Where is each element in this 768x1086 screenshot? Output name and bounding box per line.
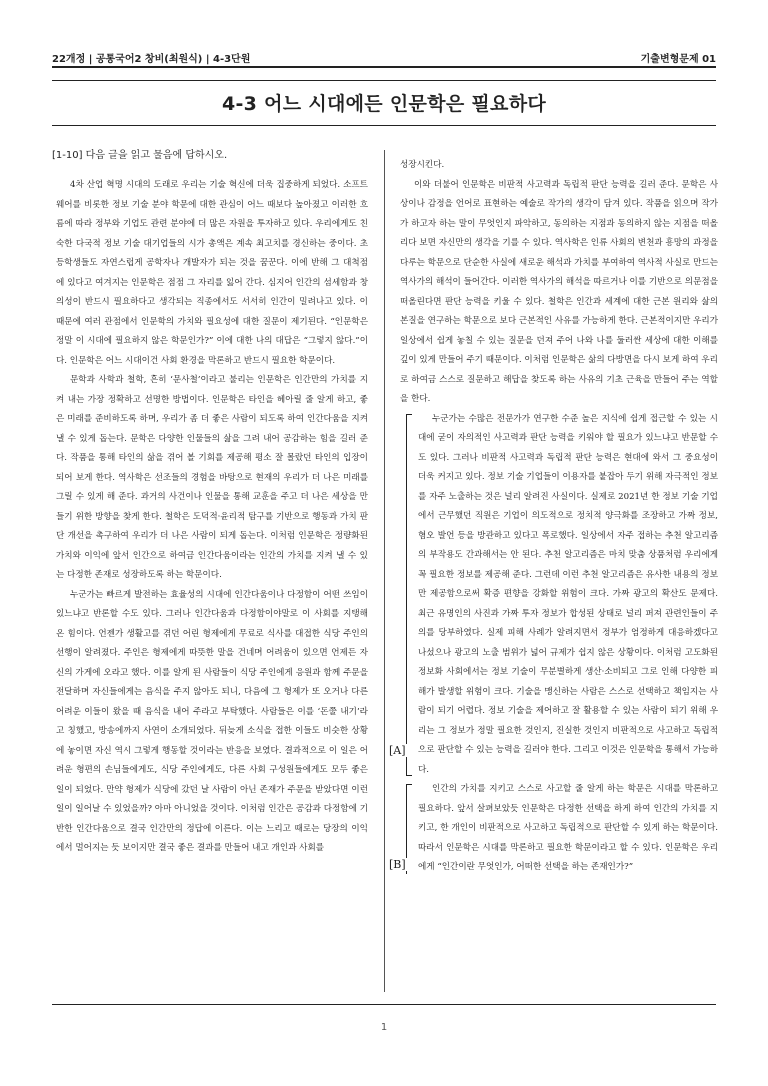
bracket-top bbox=[406, 784, 412, 785]
bracket-bottom bbox=[406, 775, 412, 776]
paragraph: 누군가는 수많은 전문가가 연구한 수준 높은 지식에 쉽게 접근할 수 있는 시대에 굳이 자의적인 사고력과 판단 능력을 키워야 할 필요가 있느냐고 반문할 수도 있다. 그러나 비판적 사고력과 독립적 판단 능력은 현대에 와서 그 중요성이 더욱 커지고 있다. 정보 기술 기업들이 이용자를 붙잡아 두기 위해 자극적인 정보를 자주 노출하는 것은 널리 알려진 사실이다. 실제로 2021년 한 정보 기술 기업에서 근무했던 직원은 기업이 의도적으로 정치적 양극화를 조장하고 가짜 정보, 혐오 발언 등을 방관하고 있다고 폭로했다. 일상에서 자주 접하는 추천 알고리즘의 부작용도 간과해서는 안 된다. 추천 알고리즘은 마치 맞춤 상품처럼 우리에게 꼭 필요한 정보를 제공해 준다. 그런데 이런 추천 알고리즘은 유사한 내용의 정보만 제공함으로써 확증 편향을 강화할 위험이 크다. 가짜 광고의 확산도 문제다. 최근 유명인의 사진과 가짜 투자 정보가 합성된 상태로 널리 퍼져 관련인들이 주의를 당부하였다. 실제 피해 사례가 알려지면서 정부가 엄정하게 대응하겠다고 나섰으나 광고의 노출 범위가 넓어 규제가 쉽지 않은 상황이다. 이처럼 고도화된 정보화 사회에서는 정보 기술이 무분별하게 생산·소비되고 그로 인해 다양한 피해가 발생할 위험이 크다. 기술을 맹신하는 사람은 스스로 선택하고 책임지는 사람이 되기 어렵다. 정보 기술을 제어하고 잘 활용할 수 있는 사람이 되기 위해 우리는 그 정보가 정말 필요한 것인지, 진실한 것인지 비판적으로 사고하고 독립적으로 판단할 수 있는 능력을 길러야 한다. 그리고 이것은 인문학을 통해서 가능하다. bbox=[418, 413, 718, 775]
column-divider bbox=[384, 150, 385, 992]
page-number: 1 bbox=[380, 1022, 388, 1033]
bracket-section-b bbox=[389, 780, 718, 878]
header-course-info: 22개정 | 공통국어2 창비(최원식) | 4-3단원 bbox=[52, 54, 251, 65]
paragraph: 인간의 가치를 지키고 스스로 사고할 줄 알게 하는 학문은 시대를 막론하고 필요하다. 앞서 살펴보았듯 인문학은 다정한 선택을 하게 하여 인간의 가치를 지키고, 한 개인이 비판적으로 사고하고 독립적으로 판단할 수 있게 하는 학문이다. 따라서 인문학은 시대를 막론하고 필요한 학문이라고 할 수 있다. 인문학은 우리에게 “인간이란 무엇인가, 어떠한 선택을 하는 존재인가?” bbox=[418, 784, 718, 872]
footer-rule bbox=[52, 1004, 716, 1005]
instruction: [1-10] 다음 글을 읽고 물음에 답하시오. bbox=[52, 150, 228, 161]
bracket-label-b: [B] bbox=[389, 858, 406, 871]
bracket-label-a: [A] bbox=[389, 743, 406, 757]
paragraph: 누군가는 빠르게 발전하는 효율성의 시대에 인간다움이나 다정함이 어떤 쓰임이 있느냐고 반론할 수도 있다. 그러나 인간다움과 다정함이야말로 이 사회를 지탱해 온 힘이다. 언젠가 생활고를 겪던 어린 형제에게 무료로 식사를 대접한 식당 주인의 선행이 알려졌다. 주인은 형제에게 따뜻한 말을 건네며 어려움이 있으면 언제든 자신의 가게에 오라고 했다. 이를 알게 된 사람들이 식당 주인에게 응원과 함께 주문을 전달하며 자신들에게는 음식을 주지 않아도 되니, 다음에 그 형제가 또 오거나 다른 어려운 이들이 왔을 때 음식을 내어 주라고 부탁했다. 사람들은 이를 ‘돈쭐 내기’라고 칭했고, 방송에까지 사연이 소개되었다. 뒤늦게 소식을 접한 이들도 비슷한 상황에 놓이면 자신 역시 그렇게 행동할 것이라는 반응을 보였다. 결과적으로 이 일은 어려운 형편의 손님들에게도, 식당 주인에게도, 다른 사회 구성원들에게도 모두 좋은 일이 되었다. 만약 형제가 식당에 갔던 날 사람이 아닌 존재가 주문을 받았다면 이런 일이 일어날 수 있었을까? 아마 아니었을 것이다. 이처럼 인간은 공감과 다정함에 기반한 인간다움으로 결국 인간만의 정답에 이른다. 이는 느리고 때로는 당장의 이익에서 멀어지는 듯 보이지만 결국 좋은 결과를 만들어 내고 개인과 사회를 bbox=[56, 589, 368, 853]
bracket-line bbox=[406, 414, 407, 777]
paragraph: 4차 산업 혁명 시대의 도래로 우리는 기술 혁신에 더욱 집중하게 되었다. 소프트웨어를 비롯한 정보 기술 분야 학문에 대한 관심이 어느 때보다 높아졌고 이러한 흐름에 따라 정부와 기업도 관련 분야에 더 많은 자원을 투자하고 있다. 우리에게도 친숙한 다국적 정보 기술 대기업들의 시가 총액은 계속 최고치를 경신하는 중이다. 초등학생들도 자연스럽게 공학자나 개발자가 되는 것을 꿈꾼다. 이에 반해 그 대척점에 있다고 여겨지는 인문학은 점점 그 자리를 잃어 간다. 심지어 인간의 섬세함과 창의성이 반드시 필요하다고 생각되는 직종에서도 서서히 인간이 밀려나고 있다. 이 때문에 여러 관점에서 인문학의 가치와 필요성에 대한 질문이 제기된다. “인문학은 정말 이 시대에 필요하지 않은 학문인가?” 이에 대한 나의 대답은 “그렇지 않다.”이다. 인문학은 어느 시대이건 사회 환경을 막론하고 반드시 필요한 학문이다. bbox=[56, 180, 368, 366]
page-title: 4-3 어느 시대에든 인문학은 필요하다 bbox=[221, 93, 547, 115]
title-rule-bottom bbox=[52, 125, 716, 126]
paragraph-continuation: 성장시킨다. bbox=[400, 160, 445, 170]
header-doc-type: 기출변형문제 01 bbox=[640, 54, 716, 65]
bracket-top bbox=[406, 414, 412, 415]
header-rule bbox=[52, 66, 716, 68]
paragraph: 문학과 사학과 철학, 흔히 ‘문사철’이라고 불리는 인문학은 인간만의 가치를 지켜 내는 가장 정확하고 선명한 방법이다. 인문학은 타인을 헤아릴 줄 알게 하고, 좋은 미래를 준비하도록 하며, 우리가 좀 더 좋은 사람이 되도록 하여 인간다움을 지켜 낼 수 있게 돕는다. 문학은 다양한 인물들의 삶을 그려 내어 공감하는 힘을 길러 준다. 작품을 통해 타인의 삶을 겪어 볼 기회를 제공해 평소 잘 몰랐던 타인의 입장이 되어 보게 한다. 역사학은 선조들의 경험을 바탕으로 현재의 우리가 더 나은 미래를 그릴 수 있게 해 준다. 과거의 사건이나 인물을 통해 교훈을 주고 더 나은 세상을 만들기 위한 방향을 찾게 한다. 철학은 도덕적·윤리적 탐구를 기반으로 행동과 가치 판단 개선을 촉구하여 우리가 더 나은 사람이 되게 돕는다. 이처럼 인문학은 정량화된 가치와 이익에 앞서 인간으로 하여금 인간다움이라는 인간의 가치를 지켜 낼 수 있는 다정한 존재로 성장하도록 하는 학문이다. bbox=[56, 375, 368, 580]
bracket-section-a bbox=[389, 410, 718, 781]
paragraph: 이와 더불어 인문학은 비판적 사고력과 독립적 판단 능력을 길러 준다. 문학은 사상이나 감정을 언어로 표현하는 예술로 작가의 생각이 담겨 있다. 작품을 읽으며 작가가 하고자 하는 말이 무엇인지 파악하고, 동의하는 지점과 동의하지 않는 지점을 떠올리다 보면 자신만의 생각을 기를 수 있다. 역사학은 인류 사회의 변천과 흥망의 과정을 다루는 학문으로 단순한 사실에 새로운 해석과 가치를 부여하여 역사적 사실로 만드는 역사가의 해석이 들어간다. 이러한 역사가의 해석을 따르거나 이를 기반으로 의문점을 떠올린다면 판단 능력을 키울 수 있다. 철학은 인간과 세계에 대한 근본 원리와 삶의 본질을 연구하는 학문으로 보다 근본적인 사유를 가능하게 한다. 근본적이지만 우리가 일상에서 쉽게 놓칠 수 있는 질문을 던져 주어 나와 나를 둘러싼 세상에 대한 이해를 깊이 있게 만들어 주기 때문이다. 이처럼 인문학은 삶의 다방면을 다시 보게 하여 우리로 하여금 스스로 질문하고 해답을 찾도록 하는 사유의 기초 근육을 만들어 주는 역할을 한다. bbox=[400, 179, 718, 404]
left-column bbox=[56, 176, 368, 859]
right-column bbox=[389, 156, 718, 878]
title-rule-top bbox=[52, 80, 716, 81]
